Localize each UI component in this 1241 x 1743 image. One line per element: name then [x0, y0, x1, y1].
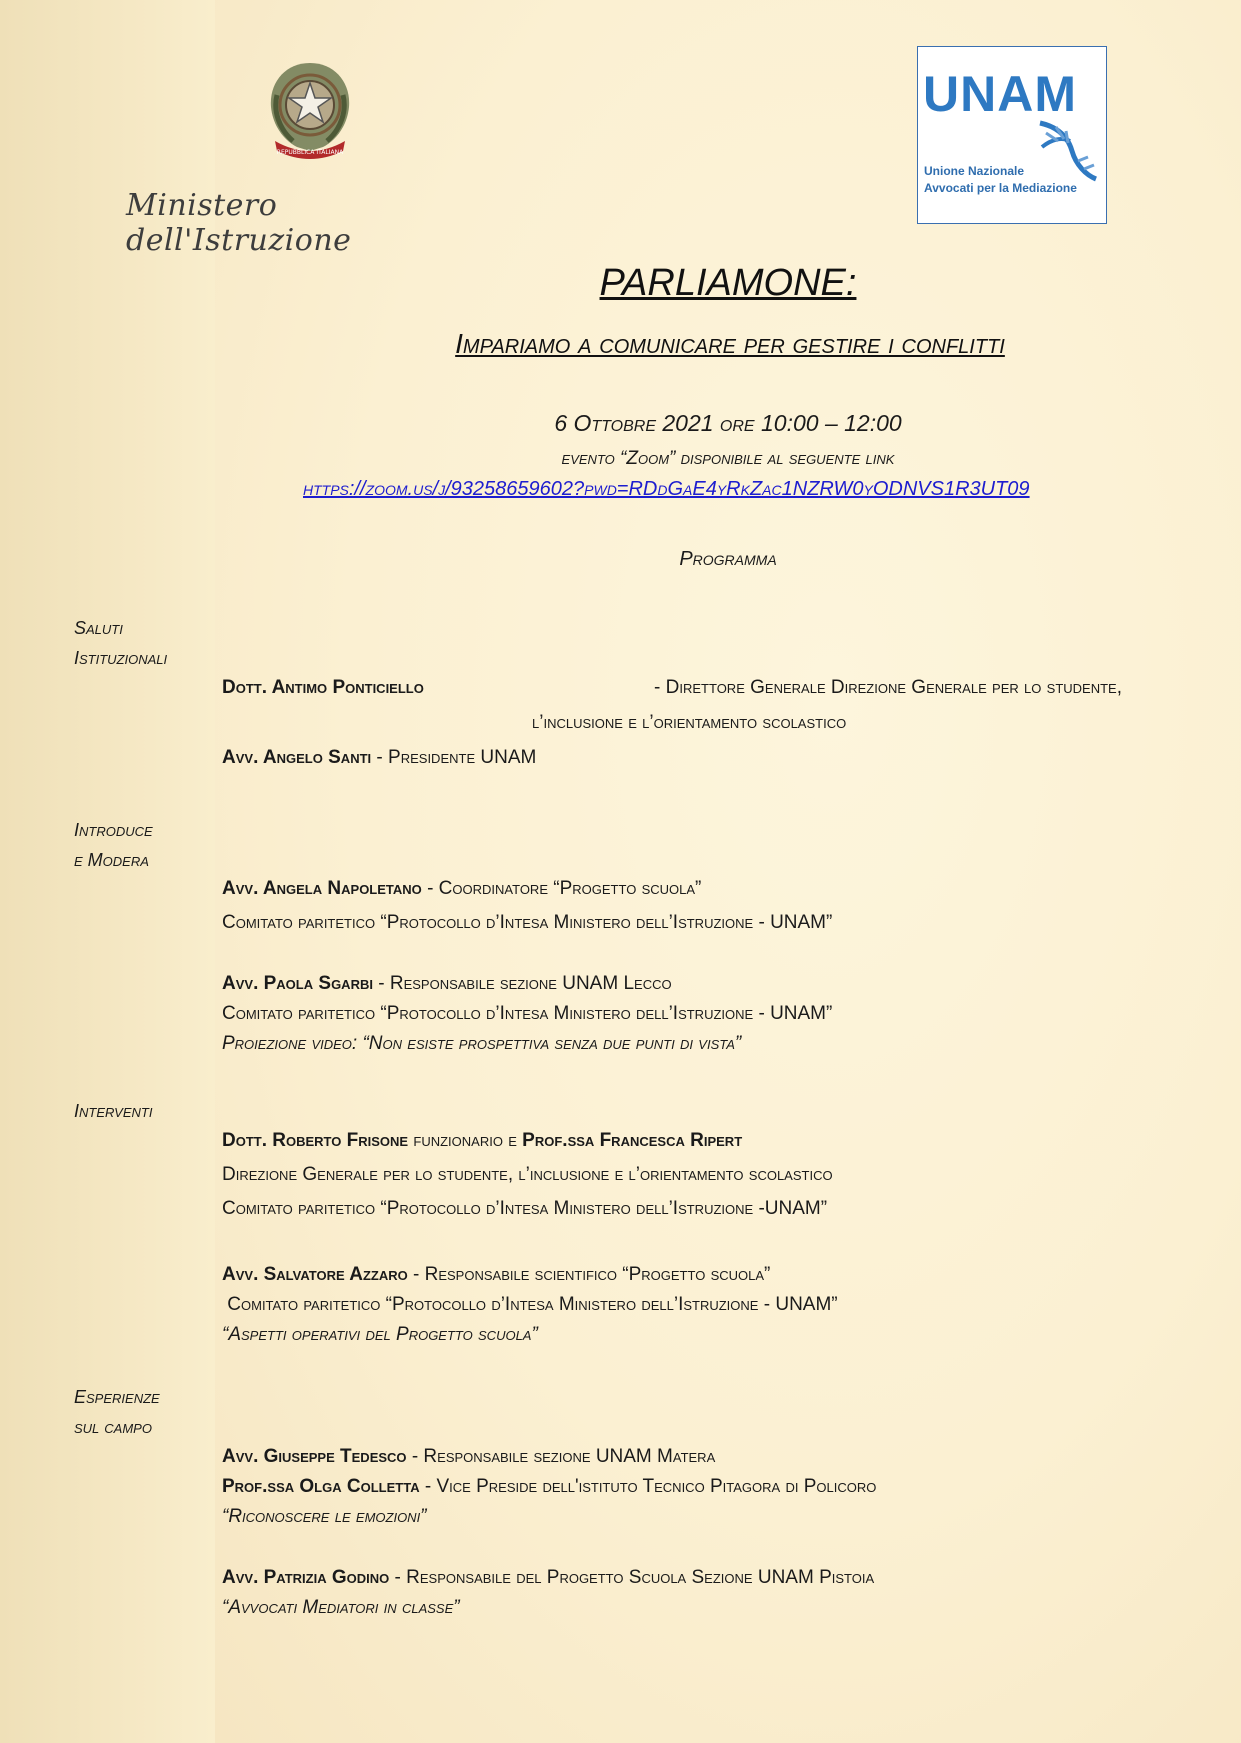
speaker-role: funzionario e — [408, 1130, 523, 1151]
speaker-topic: “Aspetti operativi del Progetto scuola” — [222, 1324, 538, 1345]
speaker-affiliation: Comitato paritetico “Protocollo d’Intesa Ministero dell’Istruzione - UNAM” — [222, 1003, 833, 1024]
speaker-topic: “Riconoscere le emozioni” — [222, 1506, 427, 1527]
speaker-affiliation: Comitato paritetico “Protocollo d’Intesa Ministero dell’Istruzione -UNAM” — [222, 1198, 828, 1219]
section-label-esperienze — [74, 1382, 160, 1442]
speaker-napoletano — [222, 878, 701, 900]
speaker-frisone-ripert — [222, 1130, 742, 1152]
section-label-introduce — [74, 815, 153, 875]
italian-republic-emblem-icon — [255, 55, 365, 165]
event-date: 6 Ottobre 2021 ore 10:00 – 12:00 — [554, 410, 902, 436]
speaker-affiliation: Direzione Generale per lo studente, l’inclusione e l’orientamento scolastico — [222, 1164, 833, 1185]
page-title: PARLIAMONE: — [599, 262, 857, 304]
ministry-name: Ministero dell'Istruzione — [126, 188, 352, 258]
dna-helix-icon — [1038, 117, 1098, 187]
section-label-interventi — [74, 1096, 152, 1126]
speaker-affiliation: Comitato paritetico “Protocollo d’Intesa Ministero dell’Istruzione - UNAM” — [222, 912, 833, 933]
speaker-colletta — [222, 1476, 876, 1498]
speaker-sgarbi — [222, 973, 672, 995]
speaker-role: - Responsabile sezione UNAM Lecco — [372, 973, 672, 994]
unam-logo-title: UNAM — [923, 66, 1077, 122]
speaker-affiliation: Comitato paritetico “Protocollo d’Intesa Ministero dell’Istruzione - UNAM” — [222, 1294, 838, 1315]
speaker-role: - Responsabile scientifico “Progetto scuola” — [407, 1264, 771, 1285]
page-subtitle: Impariamo a comunicare per gestire i conflitti — [455, 328, 1005, 359]
speaker-name: Dott. Antimo Ponticiello — [222, 677, 424, 698]
speaker-name: Avv. Patrizia Godino — [222, 1567, 390, 1588]
section-label-line: e Modera — [74, 850, 149, 870]
section-label-line: Introduce — [74, 820, 153, 840]
speaker-name: Avv. Angela Napoletano — [222, 878, 422, 899]
speaker-ponticiello — [222, 677, 1122, 699]
program-heading: Programma — [679, 548, 777, 570]
unam-logo-line1: Unione Nazionale — [924, 164, 1025, 178]
emblem-ribbon-text: REPUBBLICA ITALIANA — [276, 149, 344, 156]
speaker-role: - Responsabile sezione UNAM Matera — [406, 1446, 716, 1467]
speaker-role: - Coordinatore “Progetto scuola” — [421, 878, 702, 899]
speaker-role: - Direttore Generale Direzione Generale per lo studente, — [654, 677, 1122, 698]
speaker-name: Dott. Roberto Frisone — [222, 1130, 409, 1151]
speaker-santi — [222, 747, 536, 769]
unam-logo-line2: Avvocati per la Mediazione — [924, 181, 1077, 195]
speaker-name: Avv. Paola Sgarbi — [222, 973, 373, 994]
speaker-name: Prof.ssa Francesca Ripert — [522, 1130, 743, 1151]
speaker-azzaro — [222, 1264, 770, 1286]
speaker-name: Avv. Giuseppe Tedesco — [222, 1446, 407, 1467]
speaker-role: - Presidente UNAM — [371, 747, 537, 768]
section-label-line: Interventi — [74, 1101, 153, 1121]
section-label-line: Saluti — [74, 618, 123, 638]
speaker-name: Prof.ssa Olga Colletta — [222, 1476, 420, 1497]
speaker-role: - Vice Preside dell'istituto Tecnico Pitagora di Policoro — [419, 1476, 877, 1497]
speaker-godino — [222, 1567, 874, 1589]
section-label-saluti — [74, 613, 167, 673]
speaker-name: Avv. Salvatore Azzaro — [222, 1264, 408, 1285]
speaker-topic: “Avvocati Mediatori in classe” — [222, 1597, 460, 1618]
speaker-tedesco — [222, 1446, 715, 1468]
event-info: evento “Zoom” disponibile al seguente link — [561, 448, 895, 469]
section-label-line: Istituzionali — [74, 648, 168, 668]
speaker-topic: Proiezione video: “Non esiste prospettiva senza due punti di vista” — [222, 1033, 742, 1054]
speaker-role: - Responsabile del Progetto Scuola Sezione UNAM Pistoia — [389, 1567, 875, 1588]
speaker-role-continued: l’inclusione e l’orientamento scolastico — [532, 712, 847, 733]
unam-logo — [917, 46, 1107, 224]
speaker-name: Avv. Angelo Santi — [222, 747, 372, 768]
section-label-line: sul campo — [74, 1417, 152, 1437]
section-label-line: Esperienze — [74, 1387, 160, 1407]
zoom-link[interactable]: https://zoom.us/j/93258659602?pwd=RDdGaE4yRkZac1NZRW0yODNVS1R3UT09 — [303, 478, 1030, 500]
